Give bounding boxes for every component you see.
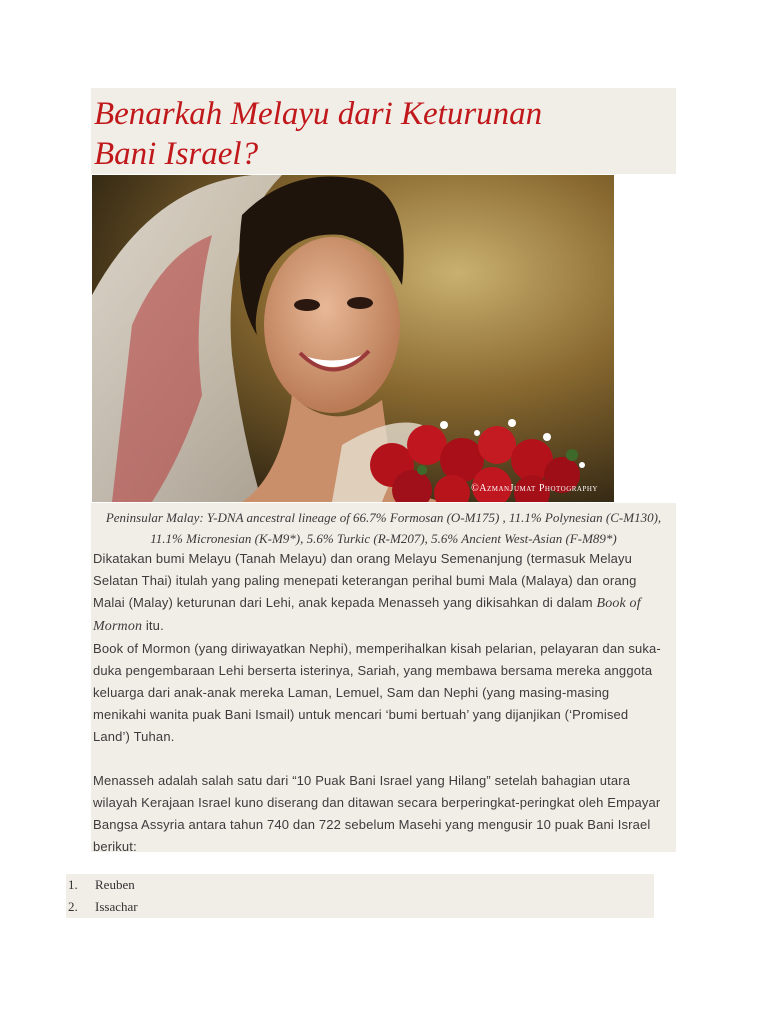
caption-line-1: Peninsular Malay: Y-DNA ancestral lineage of 66.7% Formosan (O-M175) , 11.1% Polynesian (C-M130),	[105, 510, 662, 525]
photo-credit: ©AzmanJumat Photography	[471, 483, 598, 494]
article-photo	[92, 175, 614, 502]
photo-caption-box	[91, 503, 676, 548]
paragraph-1-text: Dikatakan bumi Melayu (Tanah Melayu) dan orang Melayu Semenanjung (termasuk Melayu Selatan Thai) itulah yang paling menepati keterangan perihal bumi Mala (Malaya) dan orang Malai (Malay) keturunan dari Lehi, anak kepada Menasseh yang dikisahkan di dalam	[93, 551, 637, 610]
paragraph-1-end: itu.	[142, 618, 164, 633]
paragraph-1	[93, 548, 663, 638]
list-item	[66, 896, 654, 918]
list-item-number: 2.	[68, 899, 78, 914]
article-body-box	[91, 548, 676, 852]
list-item-number: 1.	[68, 877, 78, 892]
article-title	[94, 94, 654, 174]
book-title-italic: Book of Mormon	[93, 596, 641, 634]
title-line-2: Bani Israel?	[94, 136, 259, 172]
caption-line-2: 11.1% Micronesian (K-M9*), 5.6% Turkic (R-M207), 5.6% Ancient West-Asian (F-M89*)	[150, 531, 617, 546]
title-line-1: Benarkah Melayu dari Keturunan	[94, 96, 543, 132]
paragraph-2: Book of Mormon (yang diriwayatkan Nephi), memperihalkan kisah pelarian, pelayaran dan suka-duka pengembaraan Lehi berserta isterinya, Sariah, yang membawa bersama mereka anggota keluarga dari anak-anak mereka Laman, Lemuel, Sam dan Nephi (yang masing-masing menikahi wanita puak Bani Ismail) untuk mencari ‘bumi bertuah’ yang dijanjikan (‘Promised Land’) Tuhan.	[93, 641, 661, 744]
list-item-label: Issachar	[95, 899, 138, 914]
list-item-label: Reuben	[95, 877, 135, 892]
photo-caption	[91, 503, 676, 549]
title-box	[91, 88, 676, 174]
paragraph-3: Menasseh adalah salah satu dari “10 Puak Bani Israel yang Hilang” setelah bahagian utara wilayah Kerajaan Israel kuno diserang dan ditawan secara berperingkat-peringkat oleh Empayar Bangsa Assyria antara tahun 740 dan 722 sebelum Masehi yang mengusir 10 puak Bani Israel berikut:	[93, 773, 661, 854]
paragraph-spacer	[93, 748, 663, 770]
tribe-list-box	[66, 874, 654, 918]
tribe-list	[66, 874, 654, 918]
article-body	[93, 548, 663, 858]
list-item	[66, 874, 654, 896]
